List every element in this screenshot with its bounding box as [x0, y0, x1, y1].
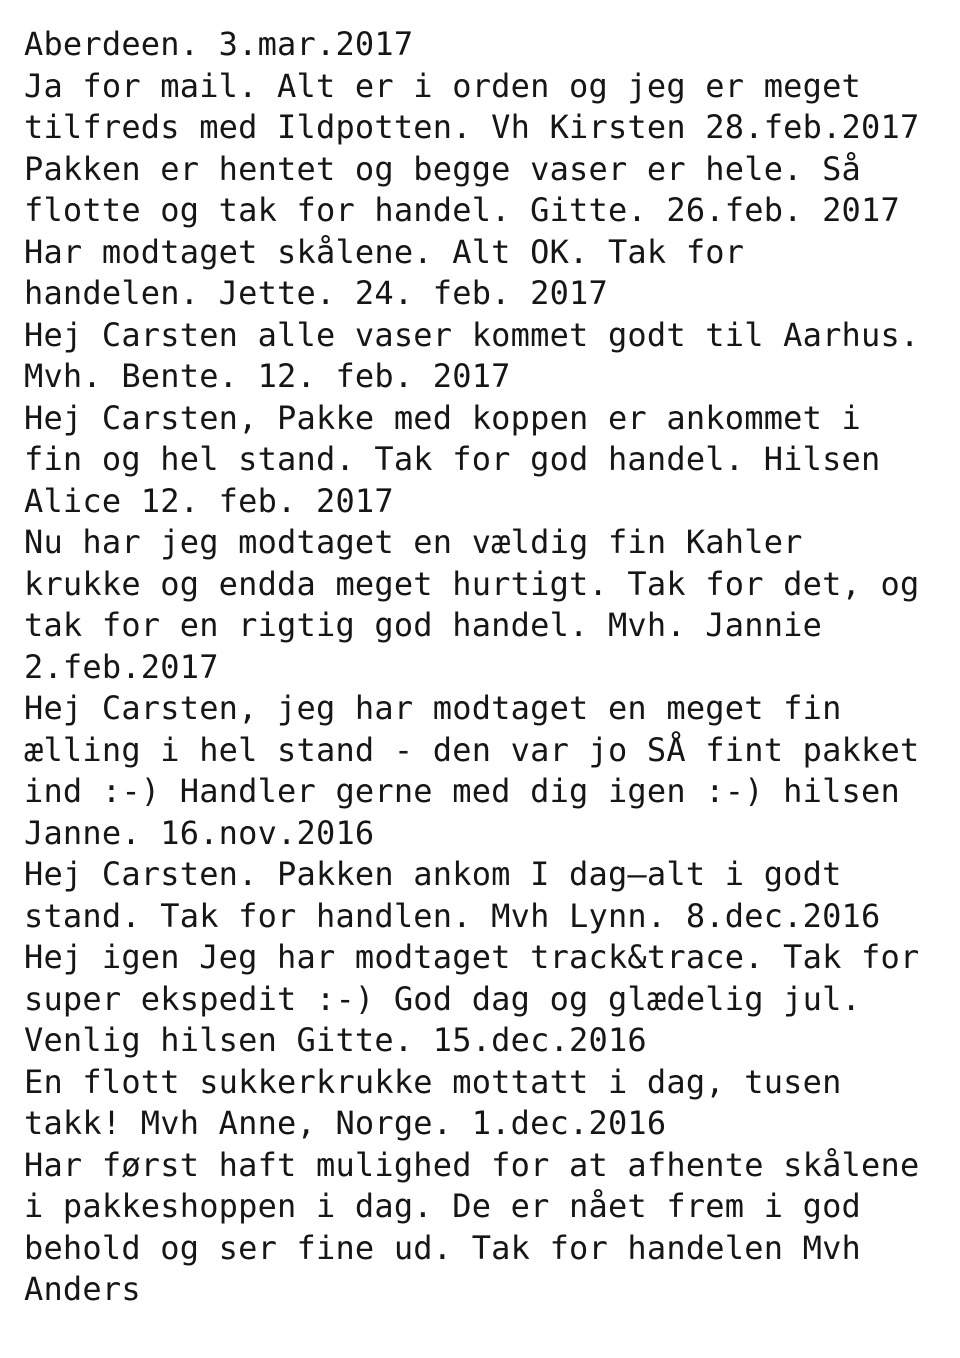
text-line: Har modtaget skålene. Alt OK. Tak for: [24, 232, 745, 271]
testimonials-text: [24, 24, 942, 1311]
text-line: Ja for mail. Alt er i orden og jeg er meget: [24, 66, 862, 105]
text-line: Mvh. Bente. 12. feb. 2017: [24, 357, 511, 395]
text-line: flotte og tak for handel. Gitte. 26.feb. 2017: [24, 191, 900, 229]
text-line: Hej Carsten, jeg har modtaget en meget fin: [24, 689, 842, 727]
text-line: Har først haft mulighed for at afhente skålene: [24, 1145, 920, 1184]
text-line: krukke og endda meget hurtigt. Tak for det, og: [24, 564, 920, 603]
text-line: Pakken er hentet og begge vaser er hele. Så: [24, 149, 862, 188]
text-line: Anders: [24, 1270, 141, 1308]
text-line: Nu har jeg modtaget en vældig fin Kahler: [24, 523, 803, 561]
text-line: ælling i hel stand - den var jo SÅ fint pakket: [24, 730, 920, 769]
text-line: Venlig hilsen Gitte. 15.dec.2016: [24, 1021, 647, 1059]
text-line: Hej igen Jeg har modtaget track&trace. Tak for: [24, 938, 920, 976]
text-line: tilfreds med Ildpotten. Vh Kirsten 28.feb.2017: [24, 108, 920, 146]
text-line: handelen. Jette. 24. feb. 2017: [24, 274, 608, 312]
text-line: En flott sukkerkrukke mottatt i dag, tusen: [24, 1062, 842, 1101]
text-line: super ekspedit :-) God dag og glædelig jul.: [24, 979, 862, 1018]
text-line: behold og ser fine ud. Tak for handelen Mvh: [24, 1228, 862, 1267]
text-line: i pakkeshoppen i dag. De er nået frem i god: [24, 1187, 862, 1225]
text-line: fin og hel stand. Tak for god handel. Hilsen: [24, 440, 881, 478]
text-line: Hej Carsten. Pakken ankom I dag—alt i godt: [24, 855, 842, 893]
text-line: Janne. 16.nov.2016: [24, 813, 375, 852]
text-line: stand. Tak for handlen. Mvh Lynn. 8.dec.2016: [24, 896, 881, 935]
text-line: Hej Carsten alle vaser kommet godt til Aarhus.: [24, 315, 920, 354]
text-line: Alice 12. feb. 2017: [24, 481, 394, 520]
text-line: tak for en rigtig god handel. Mvh. Jannie: [24, 606, 823, 644]
text-line: Aberdeen. 3.mar.2017: [24, 25, 414, 63]
text-line: ind :-) Handler gerne med dig igen :-) hilsen: [24, 772, 900, 810]
text-line: Hej Carsten, Pakke med koppen er ankommet i: [24, 398, 862, 437]
text-line: 2.feb.2017: [24, 647, 219, 686]
text-line: takk! Mvh Anne, Norge. 1.dec.2016: [24, 1104, 667, 1142]
